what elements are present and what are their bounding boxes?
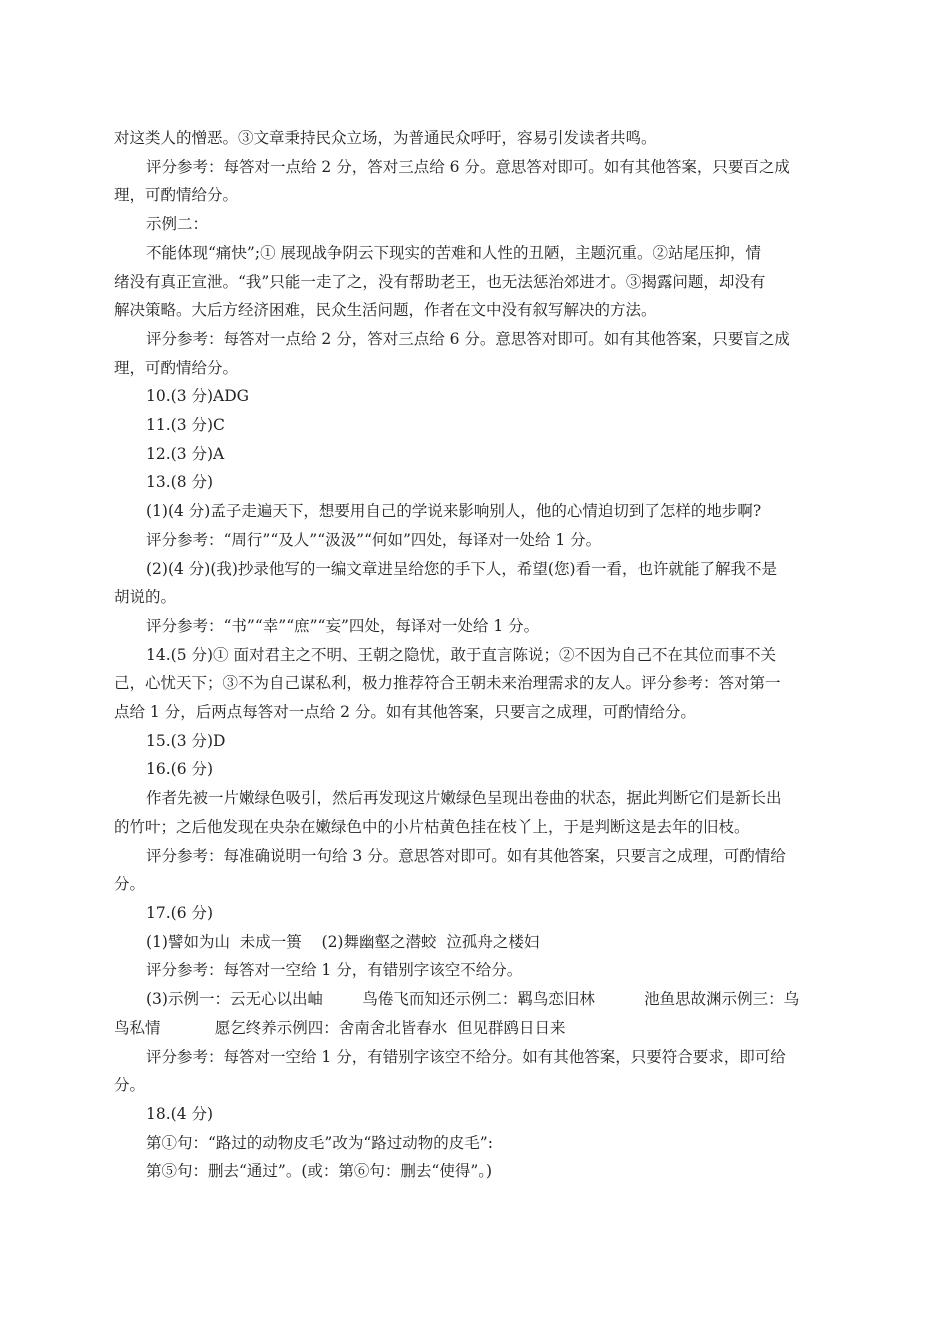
text-line: (1)(4 分)孟子走遍天下，想要用自己的学说来影响别人，他的心情迫切到了怎样的地步啊? [146,502,762,521]
text-line: 己，心忧天下；③不为自己谋私利，极力推荐符合王朝未来治理需求的友人。评分参考：答对第一 [114,674,781,693]
text-line: 作者先被一片嫩绿色吸引，然后再发现这片嫩绿色呈现出卷曲的状态，据此判断它们是新长出 [146,789,782,808]
text-line: (1)譬如为山 未成一篑 (2)舞幽壑之潜蛟 泣孤舟之楼妇 [146,932,540,951]
text-line: 的竹叶；之后他发现在央杂在嫩绿色中的小片枯黄色挂在枝丫上，于是判断这是去年的旧枝。 [114,817,750,836]
answer-17: 17.(6 分) [146,903,214,922]
answer-18: 18.(4 分) [146,1104,214,1123]
text-line: 理，可酌情给分。 [114,358,239,377]
scoring-note: 评分参考：每准确说明一句给 3 分。意思答对即可。如有其他答案，只要言之成理，可酌情给 [146,846,786,865]
text-line: 解决策略。大后方经济困难，民众生活问题，作者在文中没有叙写解决的方法。 [114,301,657,320]
example-heading: 示例二： [146,215,209,234]
scoring-note: 评分参考：每答对一点给 2 分，答对三点给 6 分。意思答对即可。如有其他答案，只要百之成 [146,157,790,176]
scoring-note: 评分参考：“周行”“及人”“汲汲”“何如”四处，每译对一处给 1 分。 [146,530,602,549]
answer-15: 15.(3 分)D [146,731,226,750]
answer-13: 13.(8 分) [146,473,214,492]
scoring-note: 评分参考：每答对一空给 1 分，有错别字该空不给分。如有其他答案，只要符合要求，即可给 [146,1047,786,1066]
text-line: 分。 [114,875,146,894]
answer-10: 10.(3 分)ADG [146,387,250,406]
text-line: 点给 1 分，后两点每答对一点给 2 分。如有其他答案，只要言之成理，可酌情给分。 [114,703,696,722]
text-line: 胡说的。 [114,588,177,607]
text-line: 理，可酌情给分。 [114,186,239,205]
text-line: 绪没有真正宣泄。“我”只能一走了之，没有帮助老王，也无法惩治郊进才。③揭露问题，却没有 [114,272,766,291]
text-line: 鸟私情 愿乞终养示例四：舍南舍北皆春水 但见群鸥日日来 [114,1018,566,1037]
text-line: 第⑤句：删去“通过”。(或：第⑥句：删去“使得”。) [146,1162,493,1181]
answer-16: 16.(6 分) [146,760,214,779]
text-line: 不能体现“痛快”;① 展现战争阴云下现实的苦难和人性的丑陋，主题沉重。②站尾压抑，情 [146,243,762,262]
answer-11: 11.(3 分)C [146,416,225,435]
text-line: (3)示例一：云无心以出岫 鸟倦飞而知还示例二：羁鸟恋旧林 池鱼思故渊示例三：乌 [146,990,800,1009]
text-line: 第①句：“路过的动物皮毛”改为“路过动物的皮毛”: [146,1133,493,1152]
scoring-note: 评分参考：每答对一点给 2 分，答对三点给 6 分。意思答对即可。如有其他答案，只要盲之成 [146,329,790,348]
answer-14: 14.(5 分)① 面对君主之不明、王朝之隐忧，敢于直言陈说；②不因为自己不在其位而事不关 [146,645,776,664]
answer-12: 12.(3 分)A [146,444,225,463]
text-line: (2)(4 分)(我)抄录他写的一编文章进呈给您的手下人，希望(您)看一看，也许就能了解我不是 [146,559,778,578]
text-line: 分。 [114,1076,146,1095]
scoring-note: 评分参考：每答对一空给 1 分，有错别字该空不给分。 [146,961,523,980]
text-line: 对这类人的憎恶。③文章秉持民众立场，为普通民众呼吁，容易引发读者共鸣。 [114,129,657,147]
scoring-note: 评分参考：“书”“幸”“庶”“妄”四处，每译对一处给 1 分。 [146,616,540,635]
answer-key-text [114,124,838,1186]
